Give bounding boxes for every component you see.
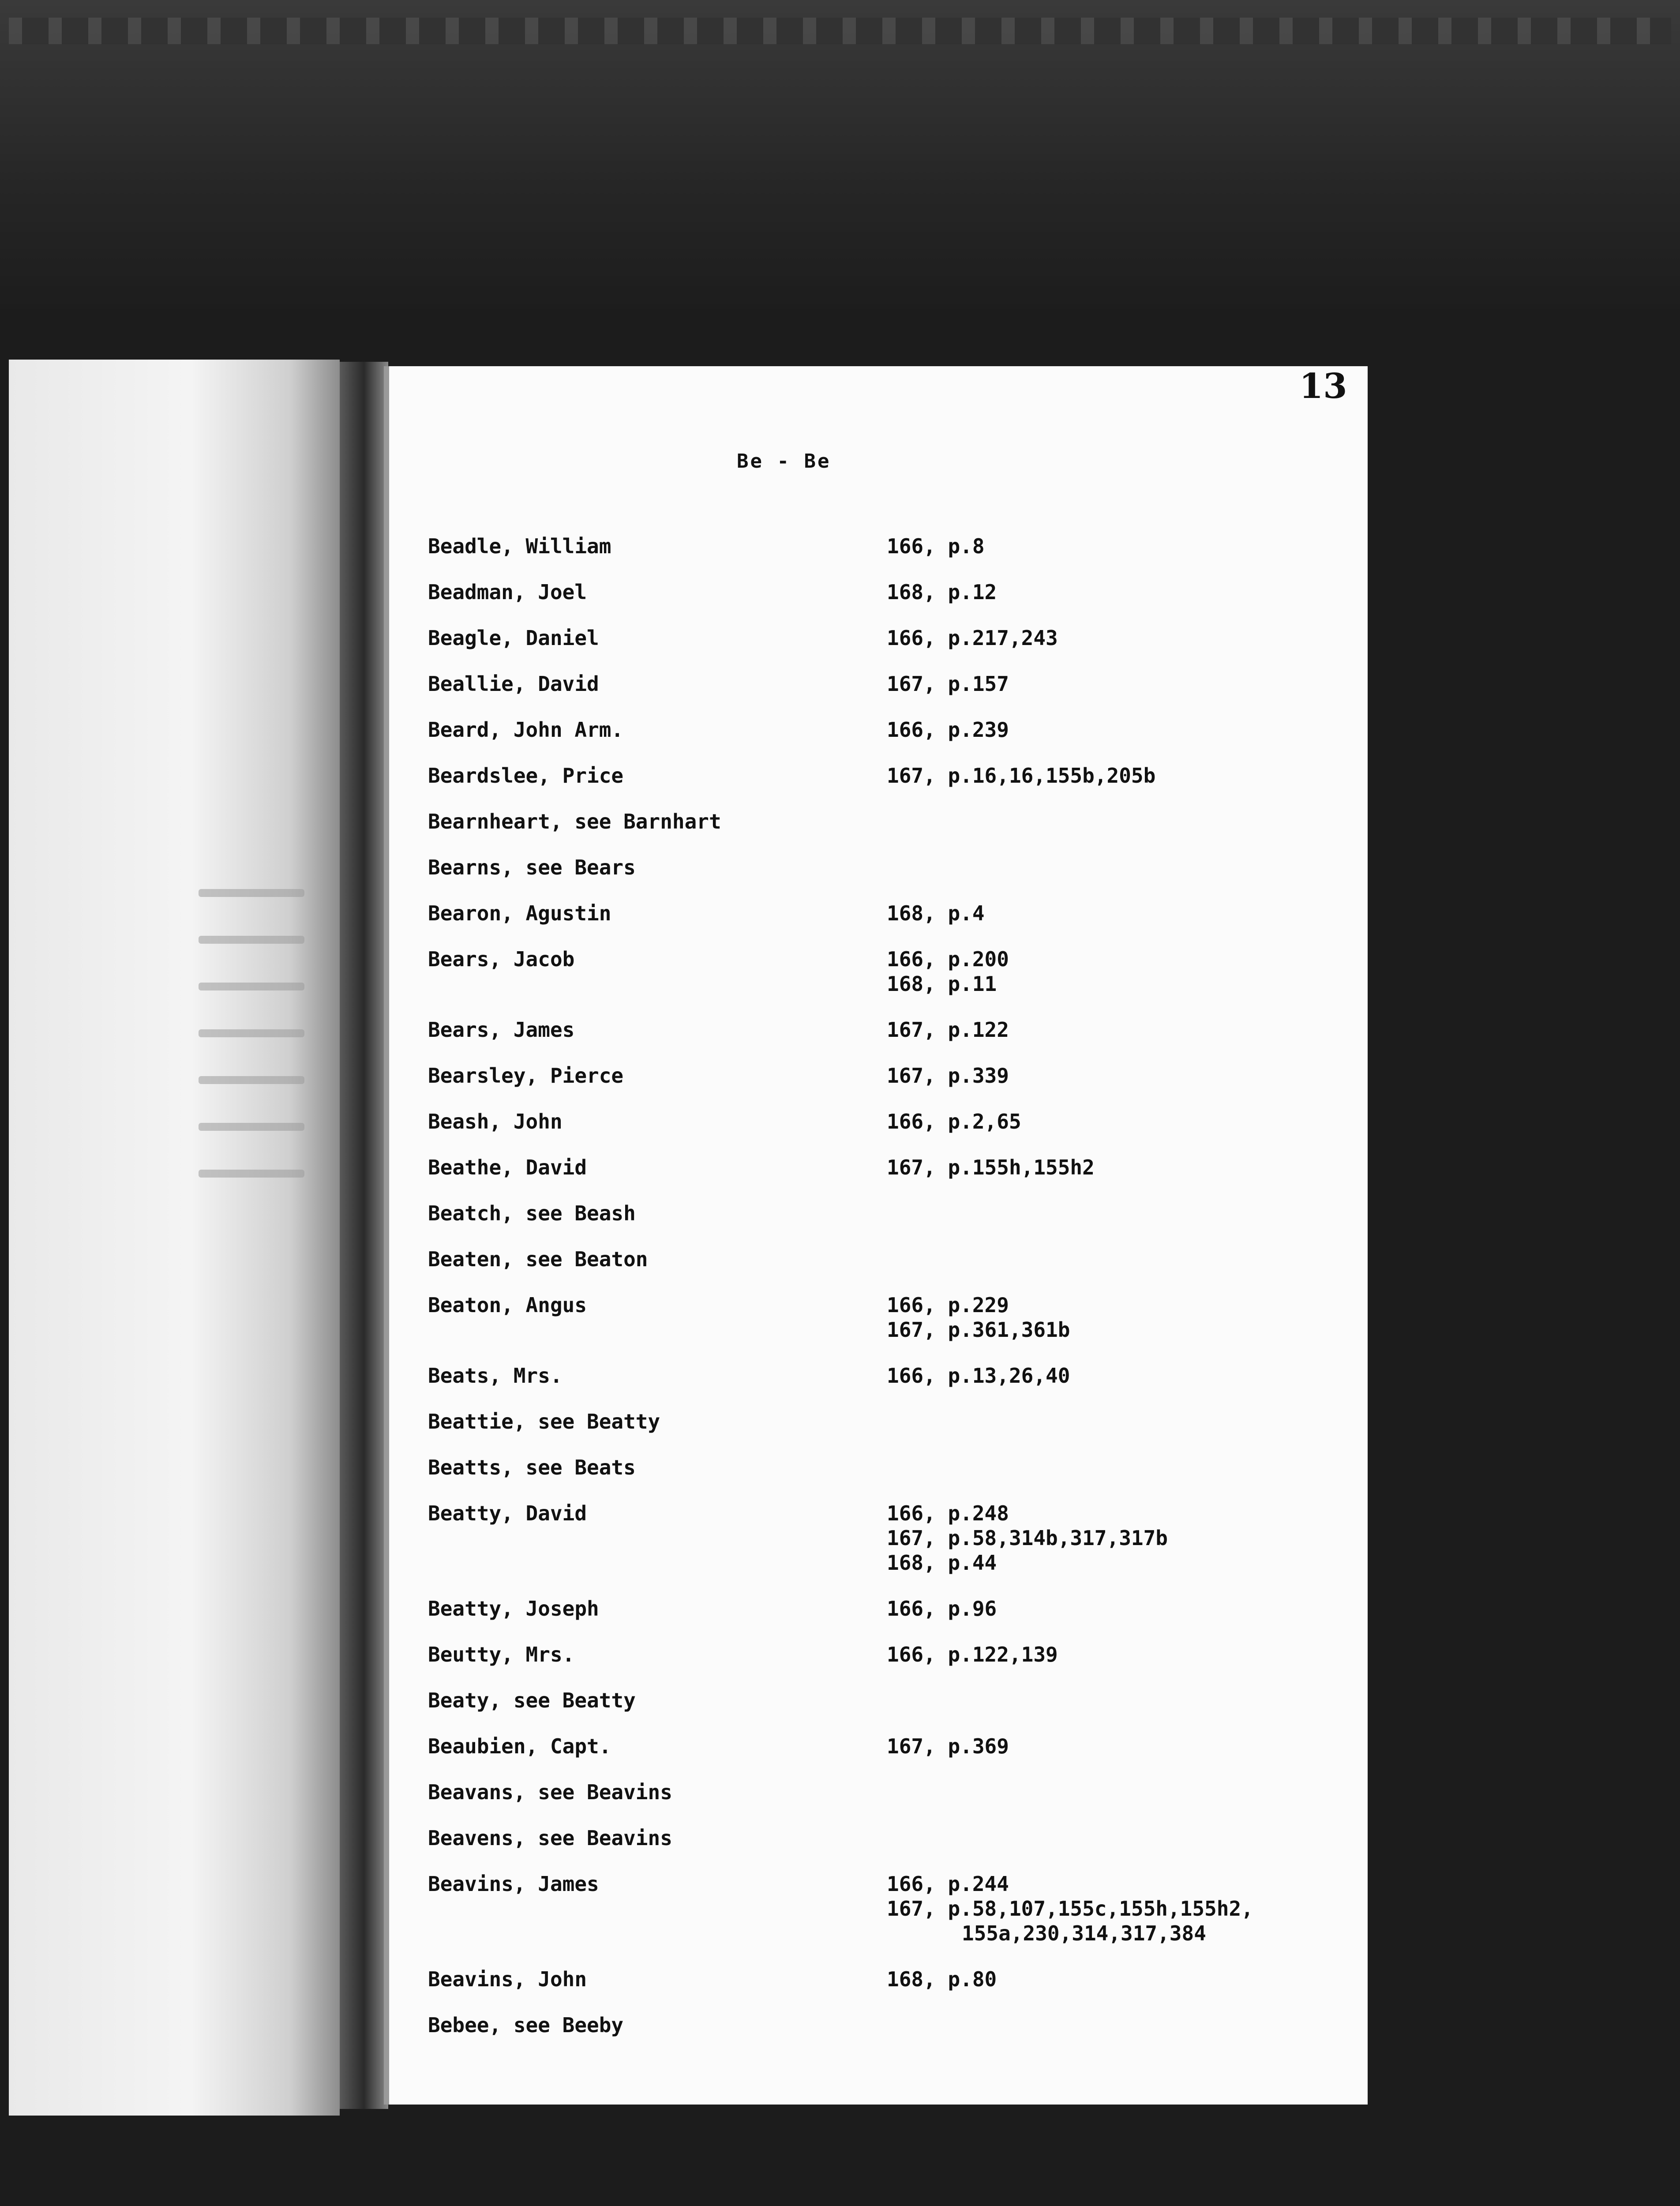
entry-references — [887, 763, 1354, 788]
entry-reference: 167, p.369 — [887, 1734, 1009, 1758]
entry-name: Beagle, Daniel — [428, 626, 599, 650]
index-entry — [428, 947, 1354, 996]
entry-name: Beatty, David — [428, 1501, 587, 1525]
entry-name: Bearon, Agustin — [428, 901, 611, 925]
index-entry — [428, 763, 1354, 788]
film-sprocket-edge — [9, 18, 1671, 44]
entry-references — [887, 1063, 1354, 1088]
index-entry — [428, 1596, 1354, 1621]
index-entry — [428, 672, 1354, 696]
entry-references — [887, 672, 1354, 696]
entry-reference: 166, p.239 — [887, 718, 1009, 742]
entry-reference: 168, p.80 — [887, 1967, 997, 1991]
bleed-mark — [199, 889, 304, 897]
bleed-mark — [199, 936, 304, 944]
entry-reference: 167, p.58,314b,317,317b — [887, 1526, 1168, 1550]
entry-reference: 166, p.13,26,40 — [887, 1364, 1070, 1388]
index-entry — [428, 1155, 1354, 1180]
entry-reference: 166, p.122,139 — [887, 1643, 1058, 1666]
index-entry — [428, 1642, 1354, 1667]
entry-name: Bearns, see Bears — [428, 855, 636, 879]
entry-references — [887, 901, 1354, 926]
bleed-mark — [199, 1029, 304, 1037]
page-number: 13 — [1299, 366, 1347, 406]
entry-name: Beash, John — [428, 1110, 562, 1133]
entry-reference: 155a,230,314,317,384 — [962, 1921, 1206, 1945]
left-facing-page — [9, 360, 340, 2116]
entry-name: Bebee, see Beeby — [428, 2013, 624, 2037]
index-entry — [428, 1247, 1354, 1272]
entry-name: Beaty, see Beatty — [428, 1688, 636, 1712]
entry-name: Beutty, Mrs. — [428, 1643, 575, 1666]
entry-reference: 166, p.8 — [887, 534, 985, 558]
entry-name: Beallie, David — [428, 672, 599, 696]
index-entry — [428, 809, 1354, 834]
entry-references — [887, 1363, 1354, 1388]
entry-name: Bears, James — [428, 1018, 575, 1042]
entry-name: Beaubien, Capt. — [428, 1734, 611, 1758]
entry-reference: 167, p.16,16,155b,205b — [887, 764, 1156, 788]
entry-reference: 166, p.217,243 — [887, 626, 1058, 650]
entry-reference: 167, p.122 — [887, 1018, 1009, 1042]
entry-reference: 167, p.155h,155h2 — [887, 1156, 1095, 1179]
entry-name: Beathe, David — [428, 1156, 587, 1179]
entry-reference: 166, p.96 — [887, 1597, 997, 1621]
film-background — [0, 0, 1680, 309]
index-entry — [428, 580, 1354, 604]
entry-name: Beadle, William — [428, 534, 611, 558]
entry-reference: 166, p.229 — [887, 1293, 1009, 1317]
entry-reference: 168, p.11 — [887, 972, 997, 996]
index-entry — [428, 1826, 1354, 1850]
index-page — [384, 366, 1368, 2105]
entry-references — [887, 1642, 1354, 1667]
entry-reference: 167, p.157 — [887, 672, 1009, 696]
index-entry — [428, 717, 1354, 742]
entry-references — [887, 1109, 1354, 1134]
index-entry — [428, 1293, 1354, 1342]
entry-references — [887, 1734, 1354, 1759]
entry-name: Beavens, see Beavins — [428, 1826, 672, 1850]
entry-reference: 167, p.339 — [887, 1064, 1009, 1088]
index-entry — [428, 901, 1354, 926]
entry-reference: 167, p.58,107,155c,155h,155h2, — [887, 1897, 1253, 1921]
entry-references — [887, 626, 1354, 650]
entry-reference: 168, p.12 — [887, 580, 997, 604]
entry-reference: 166, p.248 — [887, 1501, 1009, 1525]
entry-references — [887, 1967, 1354, 1992]
entry-reference: 168, p.4 — [887, 901, 985, 925]
entry-reference: 166, p.200 — [887, 947, 1009, 971]
left-page-bleed-marks — [199, 889, 304, 1216]
bleed-mark — [199, 983, 304, 990]
entry-name: Beardslee, Price — [428, 764, 624, 788]
index-entry — [428, 1409, 1354, 1434]
index-entry — [428, 1967, 1354, 1992]
entry-references — [887, 1017, 1354, 1042]
bleed-mark — [199, 1170, 304, 1178]
index-entry — [428, 1363, 1354, 1388]
index-entry — [428, 1201, 1354, 1226]
entry-name: Beard, John Arm. — [428, 718, 624, 742]
entry-references — [887, 1155, 1354, 1180]
index-entry — [428, 626, 1354, 650]
entry-reference: 167, p.361,361b — [887, 1318, 1070, 1342]
entry-references — [887, 1501, 1354, 1575]
index-entry — [428, 1109, 1354, 1134]
index-entry — [428, 1872, 1354, 1946]
index-entry — [428, 1063, 1354, 1088]
entry-name: Beats, Mrs. — [428, 1364, 562, 1388]
entry-name: Beatts, see Beats — [428, 1456, 636, 1479]
index-entry — [428, 1780, 1354, 1805]
entry-references — [887, 534, 1354, 559]
bleed-mark — [199, 1076, 304, 1084]
entry-name: Beadman, Joel — [428, 580, 587, 604]
entry-name: Beattie, see Beatty — [428, 1410, 660, 1433]
index-entry — [428, 1688, 1354, 1713]
entry-references — [887, 1596, 1354, 1621]
index-entry — [428, 1017, 1354, 1042]
index-entry — [428, 1734, 1354, 1759]
entry-name: Beatty, Joseph — [428, 1597, 599, 1621]
entry-reference: 166, p.244 — [887, 1872, 1009, 1896]
book-binding-gutter — [340, 362, 388, 2109]
index-entry — [428, 2013, 1354, 2037]
index-entry — [428, 855, 1354, 880]
entry-name: Bearsley, Pierce — [428, 1064, 624, 1088]
entry-references — [887, 1872, 1354, 1946]
entry-name: Bearnheart, see Barnhart — [428, 810, 721, 833]
index-entries — [428, 534, 1354, 2059]
bleed-mark — [199, 1123, 304, 1131]
entry-reference: 168, p.44 — [887, 1551, 997, 1575]
entry-name: Beavins, John — [428, 1967, 587, 1991]
entry-name: Beaton, Angus — [428, 1293, 587, 1317]
entry-name: Beaten, see Beaton — [428, 1247, 648, 1271]
entry-references — [887, 717, 1354, 742]
entry-reference: 166, p.2,65 — [887, 1110, 1021, 1133]
page-heading: Be - Be — [737, 450, 831, 473]
entry-name: Bears, Jacob — [428, 947, 575, 971]
entry-name: Beatch, see Beash — [428, 1201, 636, 1225]
entry-references — [887, 580, 1354, 604]
entry-name: Beavans, see Beavins — [428, 1780, 672, 1804]
index-entry — [428, 1501, 1354, 1575]
entry-references — [887, 1293, 1354, 1342]
index-entry — [428, 1455, 1354, 1480]
entry-name: Beavins, James — [428, 1872, 599, 1896]
entry-references — [887, 947, 1354, 996]
index-entry — [428, 534, 1354, 559]
